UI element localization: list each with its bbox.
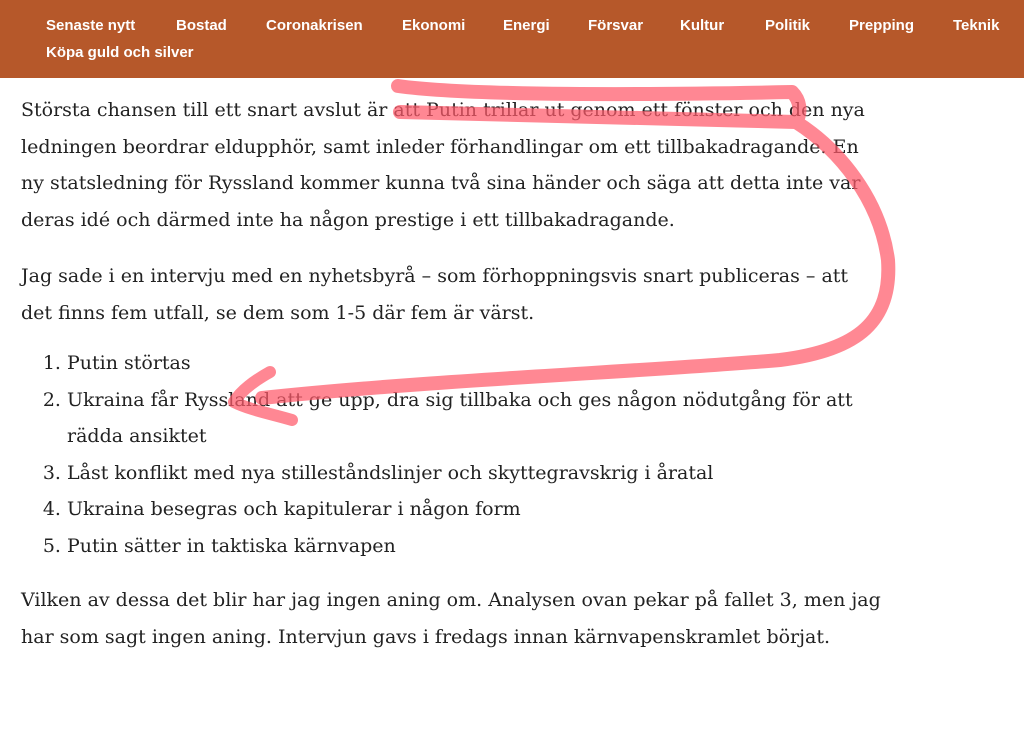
nav-item-bostad[interactable]: Bostad <box>176 17 227 34</box>
nav-item-ekonomi[interactable]: Ekonomi <box>402 17 466 34</box>
nav-item-energi[interactable]: Energi <box>503 17 550 34</box>
nav-item-coronakrisen[interactable]: Coronakrisen <box>266 17 363 34</box>
article-paragraph: Jag sade i en intervju med en nyhetsbyrå – som förhoppningsvis snart publiceras – att det finns fem utfall, se dem som 1-5 där fem är värst. <box>21 265 849 324</box>
list-item: 3. Låst konflikt med nya stilleståndslinjer och skyttegravskrig i åratal <box>67 455 881 492</box>
nav-item-teknik[interactable]: Teknik <box>953 17 1000 34</box>
top-navigation-bar <box>0 0 1024 78</box>
nav-item-kultur[interactable]: Kultur <box>680 17 725 34</box>
article-paragraph: Vilken av dessa det blir har jag ingen aning om. Analysen ovan pekar på fallet 3, men jag har som sagt ingen aning. Intervjun gavs i fredags innan kärnvapenskramlet börjat. <box>21 589 881 648</box>
outcomes-list <box>21 345 881 564</box>
list-item: 5. Putin sätter in taktiska kärnvapen <box>67 528 881 565</box>
list-item: 2. Ukraina får Ryssland att ge upp, dra sig tillbaka och ges någon nödutgång för att rädda ansiktet <box>67 382 881 455</box>
list-item: 4. Ukraina besegras och kapitulerar i någon form <box>67 491 881 528</box>
nav-item-forsvar[interactable]: Försvar <box>588 17 644 34</box>
article-body <box>21 92 881 655</box>
list-item: 1. Putin störtas <box>67 345 881 382</box>
nav-item-kopa-guld-och-silver[interactable]: Köpa guld och silver <box>46 44 194 61</box>
nav-item-prepping[interactable]: Prepping <box>849 17 915 34</box>
nav-item-politik[interactable]: Politik <box>765 17 811 34</box>
article-paragraph: Största chansen till ett snart avslut är att Putin trillar ut genom ett fönster och den nya ledningen beordrar eldupphör, samt inleder förhandlingar om ett tillbakadragande. En ny statsledning för Ryssland kommer kunna två sina händer och säga att detta inte var deras idé och därmed inte ha någon prestige i ett tillbakadragande. <box>21 99 865 231</box>
nav-item-senaste-nytt[interactable]: Senaste nytt <box>46 17 136 34</box>
